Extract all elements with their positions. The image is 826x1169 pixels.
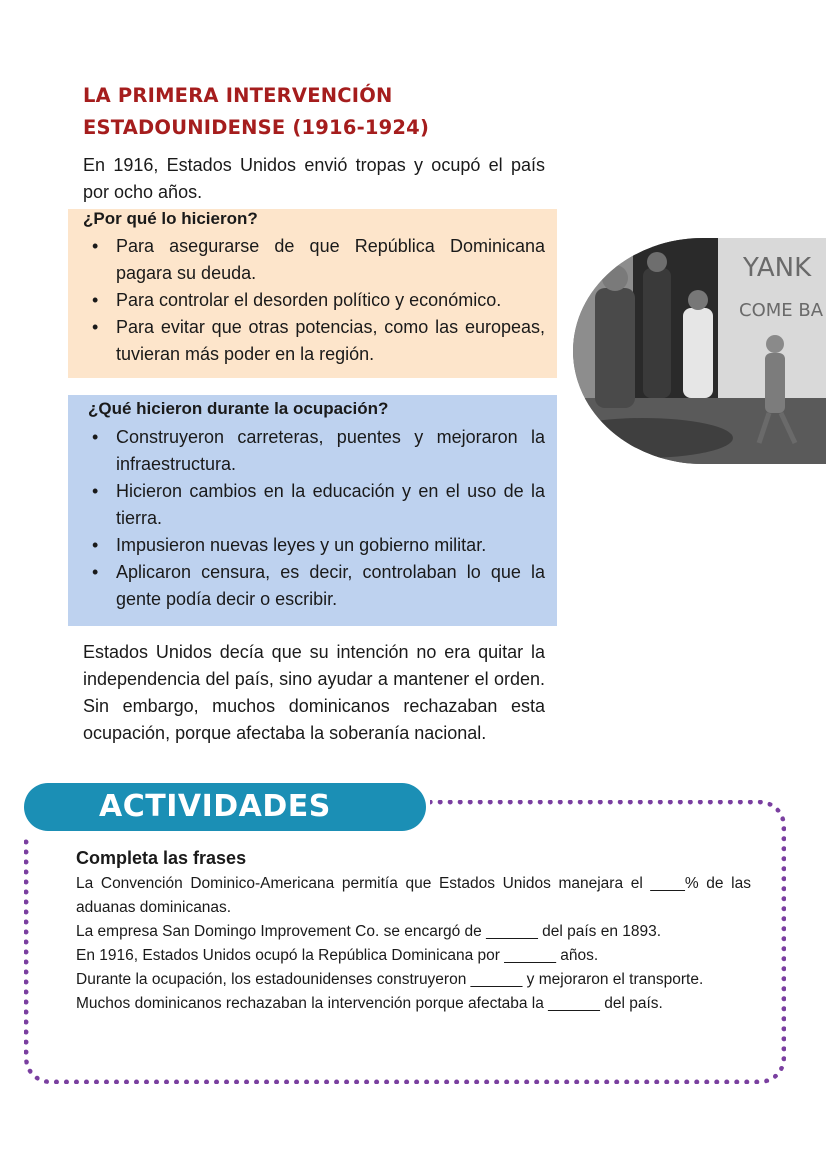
why-question: ¿Por qué lo hicieron? [83,209,258,228]
wall-text-1: YANK [743,253,812,283]
what-question: ¿Qué hicieron durante la ocupación? [88,399,389,418]
occupation-photo-illustration [573,238,826,464]
bullet-icon: • [92,481,99,501]
list-item: • Hicieron cambios en la educación y en el uso de la tierra. [116,478,545,532]
closing-paragraph: Estados Unidos decía que su intención no era quitar la independencia del país, sino ayudar a mantener el orden. Sin embargo, muchos dominicanos rechazaban esta ocupación, porque afectaba la soberanía nacional. [83,642,545,743]
bullet-icon: • [92,427,99,447]
activity-sentence: La Convención Dominico-Americana permitía que Estados Unidos manejara el ____% de las aduanas dominicanas. [76,875,751,916]
list-item: • Para evitar que otras potencias, como las europeas, tuvieran más poder en la región. [116,314,545,368]
bullet-icon: • [92,535,99,555]
activity-sentence: En 1916, Estados Unidos ocupó la República Dominicana por ______ años. [76,947,599,964]
what-list [92,424,545,613]
why-list [92,233,545,368]
list-item: • Para controlar el desorden político y económico. [116,287,545,314]
wall-text-2: COME BA [739,300,824,321]
list-item: • Impusieron nuevas leyes y un gobierno militar. [116,532,545,559]
list-item: • Aplicaron censura, es decir, controlaban lo que la gente podía decir o escribir. [116,559,545,613]
activity-sentence: Durante la ocupación, los estadounidenses construyeron ______ y mejoraron el transporte. [76,971,704,988]
historical-photo [573,238,826,464]
why-box [68,209,557,378]
intro-paragraph: En 1916, Estados Unidos envió tropas y ocupó el país por ocho años. [83,155,545,202]
list-item: • Construyeron carreteras, puentes y mejoraron la infraestructura. [116,424,545,478]
what-box [68,395,557,626]
activities-label: ACTIVIDADES [99,789,331,824]
activity-sentence: La empresa San Domingo Improvement Co. se encargó de ______ del país en 1893. [76,923,662,940]
page-title: LA PRIMERA INTERVENCIÓN ESTADOUNIDENSE (1916-1924) [83,84,430,139]
bullet-icon: • [92,290,99,310]
list-item: • Para asegurarse de que República Dominicana pagara su deuda. [116,233,545,287]
activity-sentence: Muchos dominicanos rechazaban la intervención porque afectaba la ______ del país. [76,995,663,1012]
bullet-icon: • [92,236,99,256]
activities-list [76,872,751,1016]
bullet-icon: • [92,317,99,337]
activities-heading: Completa las frases [76,848,247,868]
bullet-icon: • [92,562,99,582]
